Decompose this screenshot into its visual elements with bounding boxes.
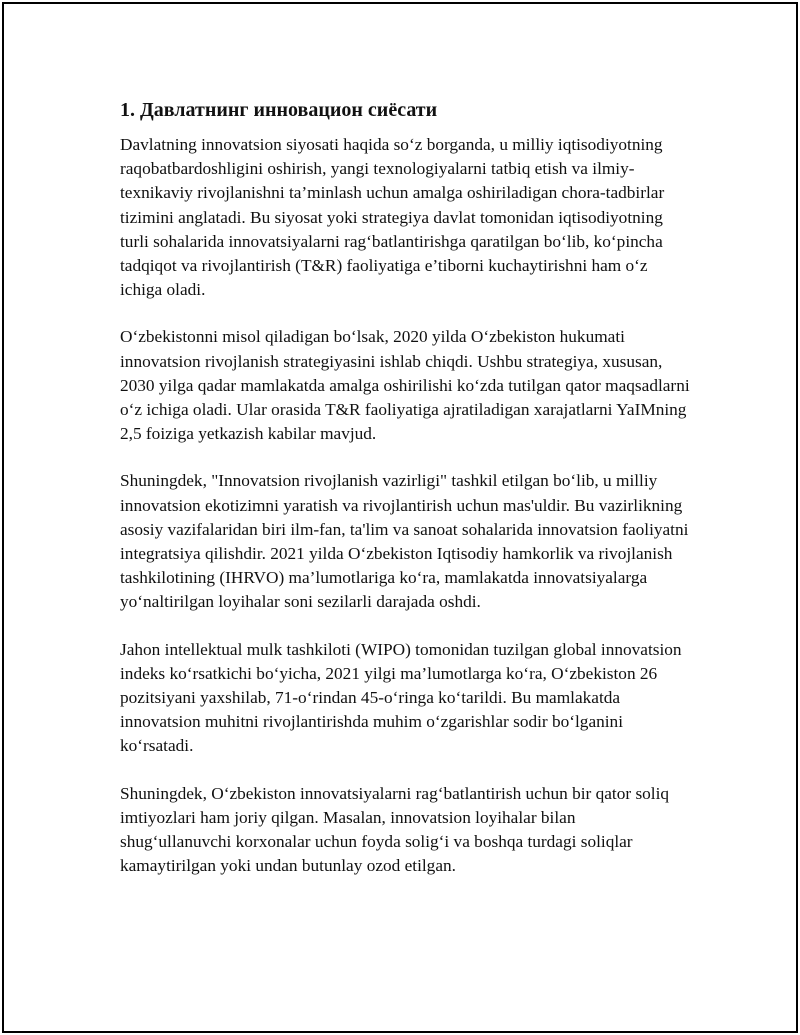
paragraph-1: Davlatning innovatsion siyosati haqida so‘z borganda, u milliy iqtisodiyotning raqobatbardoshligini oshirish, yangi texnologiyalarni tatbiq etish va ilmiy-texnikaviy rivojlanishni ta’minlash uchun amalga oshiriladigan chora-tadbirlar tizimini anglatadi. Bu siyosat yoki strategiya davlat tomonidan iqtisodiyotning turli sohalarida innovatsiyalarni rag‘batlantirishga qaratilgan bo‘lib, ko‘pincha tadqiqot va rivojlantirish (T&R) faoliyatiga e’tiborni kuchaytirishni ham o‘z ichiga oladi. bbox=[120, 135, 665, 300]
paragraph-4: Jahon intellektual mulk tashkiloti (WIPO) tomonidan tuzilgan global innovatsion indeks ko‘rsatkichi bo‘yicha, 2021 yilgi ma’lumotlarga ko‘ra, O‘zbekiston 26 pozitsiyani yaxshilab, 71-o‘rindan 45-o‘ringa ko‘tarildi. Bu mamlakatda innovatsion muhitni rivojlantirishda muhim o‘zgarishlar sodir bo‘lganini ko‘rsatadi. bbox=[120, 639, 682, 756]
paragraph-3: Shuningdek, "Innovatsion rivojlanish vazirligi" tashkil etilgan bo‘lib, u milliy innovatsion ekotizimni yaratish va rivojlantirish uchun mas'uldir. Bu vazirlikning asosiy vazifalaridan biri ilm-fan, ta'lim va sanoat sohalarida innovatsion faoliyatni integratsiya qilishdir. 2021 yilda O‘zbekiston Iqtisodiy hamkorlik va rivojlanish tashkilotining (IHRVO) ma’lumotlariga ko‘ra, mamlakatda innovatsiyalarga yo‘naltirilgan loyihalar soni sezilarli darajada oshdi. bbox=[120, 471, 689, 612]
page-border bbox=[2, 2, 798, 1033]
document-body bbox=[120, 97, 690, 901]
paragraph-5: Shuningdek, O‘zbekiston innovatsiyalarni rag‘batlantirish uchun bir qator soliq imtiyozlari ham joriy qilgan. Masalan, innovatsion loyihalar bilan shug‘ullanuvchi korxonalar uchun foyda solig‘i va boshqa turdagi soliqlar kamaytirilgan yoki undan butunlay ozod etilgan. bbox=[120, 783, 670, 876]
paragraph-2: O‘zbekistonni misol qiladigan bo‘lsak, 2020 yilda O‘zbekiston hukumati innovatsion rivojlanish strategiyasini ishlab chiqdi. Ushbu strategiya, xususan, 2030 yilga qadar mamlakatda amalga oshirilishi ko‘zda tutilgan qator maqsadlarni o‘z ichiga oladi. Ular orasida T&R faoliyatiga ajratiladigan xarajatlarni YaIMning 2,5 foiziga yetkazish kabilar mavjud. bbox=[120, 327, 690, 444]
section-heading: 1. Давлатнинг инновацион сиёсати bbox=[120, 99, 438, 121]
